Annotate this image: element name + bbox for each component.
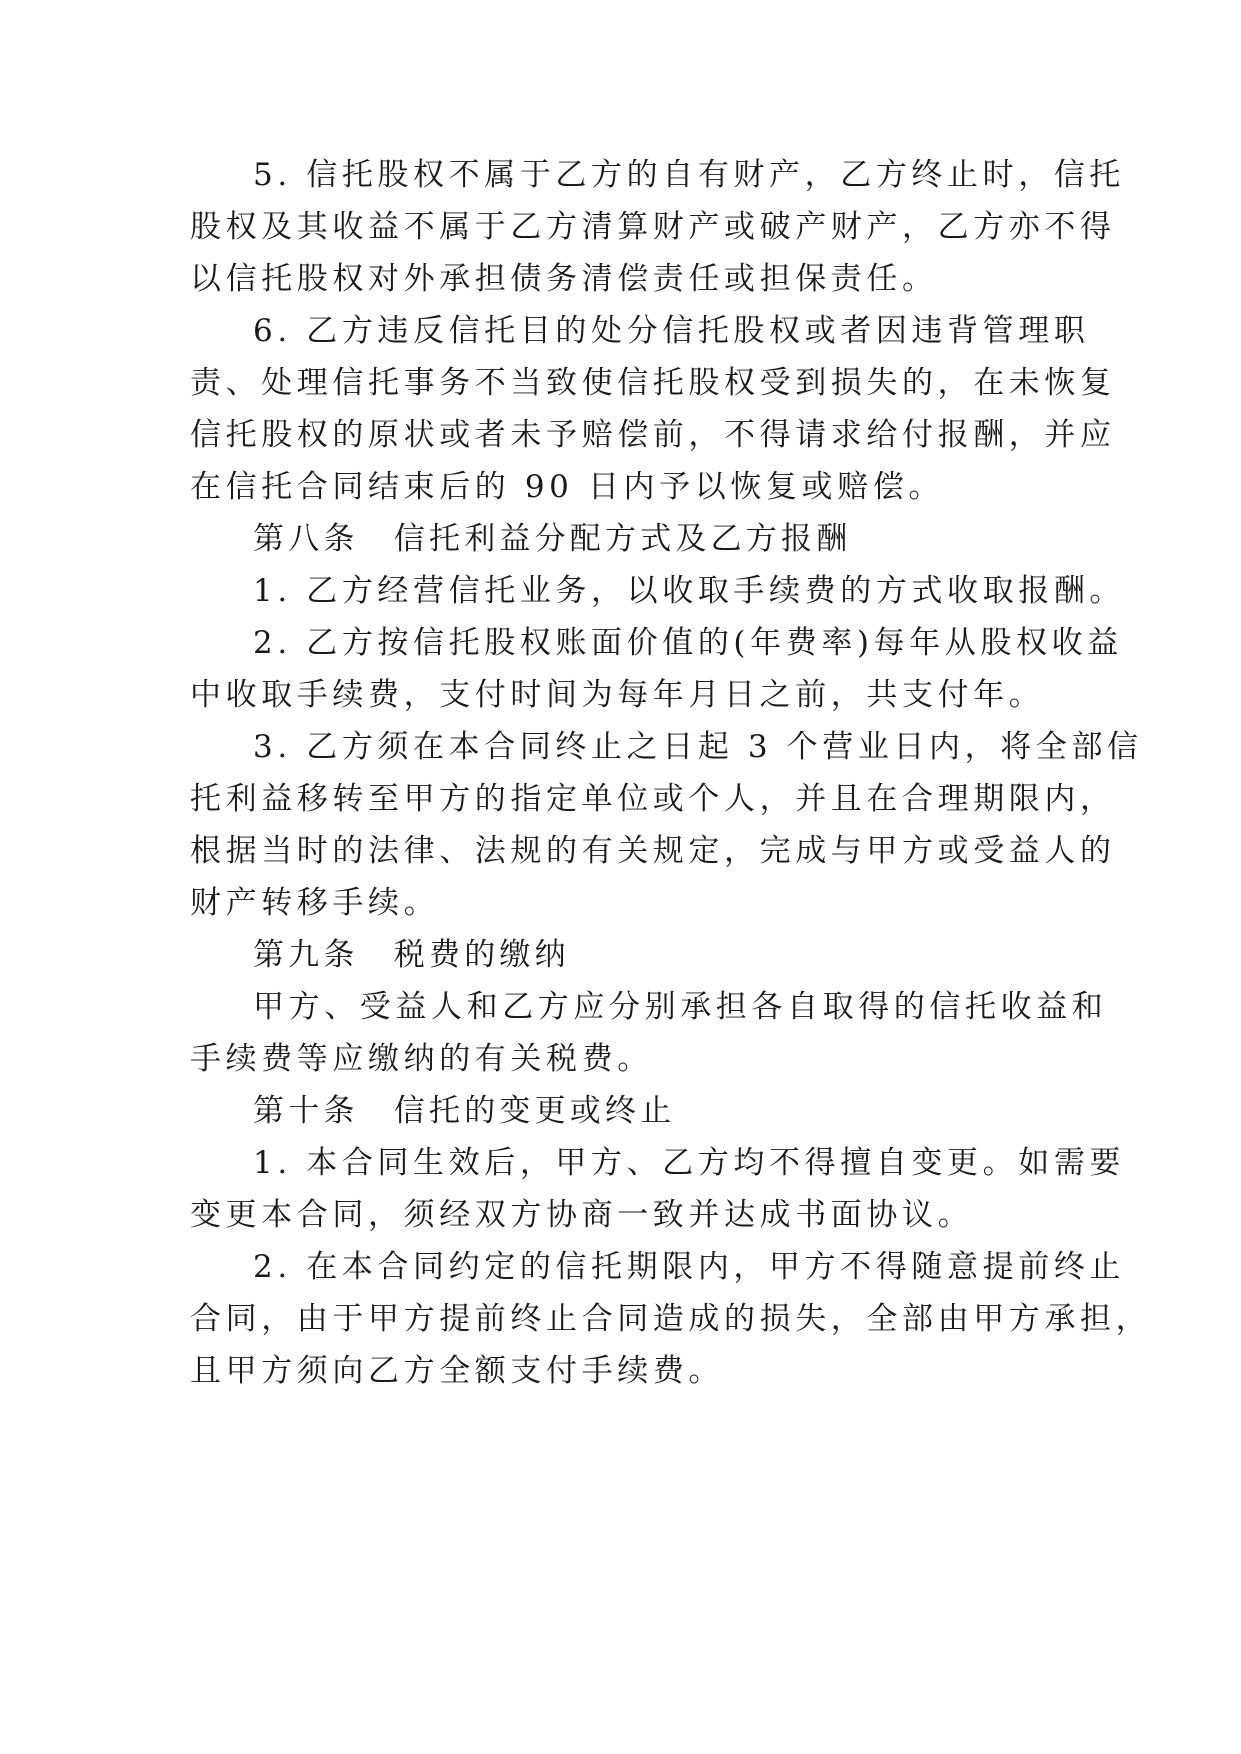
paragraph-line: 3. 乙方须在本合同终止之日起 3 个营业日内，将全部信 [253, 729, 1143, 765]
paragraph-line: 1. 本合同生效后，甲方、乙方均不得擅自变更。如需要 [253, 1145, 1126, 1181]
paragraph-line: 合同，由于甲方提前终止合同造成的损失，全部由甲方承担， [190, 1301, 1152, 1337]
paragraph-line: 信托股权的原状或者未予赔偿前，不得请求给付报酬，并应 [190, 417, 1116, 453]
paragraph-line: 1. 乙方经营信托业务，以收取手续费的方式收取报酬。 [253, 573, 1126, 609]
paragraph-line: 且甲方须向乙方全额支付手续费。 [190, 1353, 724, 1389]
paragraph-line: 6. 乙方违反信托目的处分信托股权或者因违背管理职 [253, 313, 1090, 349]
paragraph-line: 2. 在本合同约定的信托期限内，甲方不得随意提前终止 [253, 1249, 1126, 1285]
paragraph-line: 甲方、受益人和乙方应分别承担各自取得的信托收益和 [253, 989, 1108, 1025]
paragraph-line: 股权及其收益不属于乙方清算财产或破产财产，乙方亦不得 [190, 209, 1116, 245]
paragraph-line: 托利益移转至甲方的指定单位或个人，并且在合理期限内， [190, 781, 1116, 817]
paragraph-line: 根据当时的法律、法规的有关规定，完成与甲方或受益人的 [190, 833, 1116, 869]
article-heading: 第九条 税费的缴纳 [253, 937, 570, 973]
article-heading: 第八条 信托利益分配方式及乙方报酬 [253, 521, 852, 557]
paragraph-line: 责、处理信托事务不当致使信托股权受到损失的，在未恢复 [190, 365, 1116, 401]
paragraph-line: 5. 信托股权不属于乙方的自有财产，乙方终止时，信托 [253, 157, 1126, 193]
paragraph-line: 以信托股权对外承担债务清偿责任或担保责任。 [190, 261, 938, 297]
article-heading: 第十条 信托的变更或终止 [253, 1093, 676, 1129]
paragraph-line: 财产转移手续。 [190, 885, 440, 921]
paragraph-line: 手续费等应缴纳的有关税费。 [190, 1041, 653, 1077]
paragraph-line: 变更本合同，须经双方协商一致并达成书面协议。 [190, 1197, 974, 1233]
paragraph-line: 在信托合同结束后的 90 日内予以恢复或赔偿。 [190, 469, 944, 505]
paragraph-line: 中收取手续费，支付时间为每年月日之前，共支付年。 [190, 677, 1045, 713]
paragraph-line: 2. 乙方按信托股权账面价值的(年费率)每年从股权收益 [253, 625, 1123, 661]
